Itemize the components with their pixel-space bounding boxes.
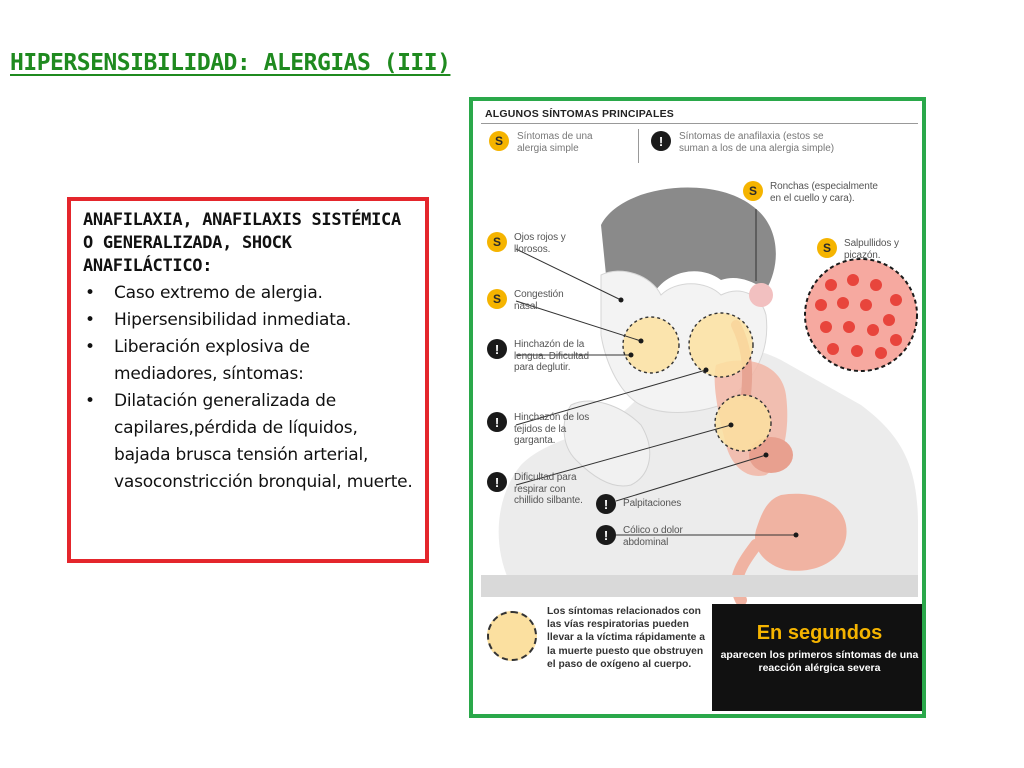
- symptom-label: Palpitaciones: [623, 498, 682, 509]
- simple-symptom-icon: S: [487, 232, 507, 252]
- airway-highlight-throat: [715, 395, 771, 451]
- definition-heading: ANAFILAXIA, ANAFILAXIS SISTÉMICA O GENERALIZADA, SHOCK ANAFILÁCTICO:: [83, 210, 401, 276]
- simple-symptom-icon: S: [743, 181, 763, 201]
- symptom-salpullidos: [817, 238, 916, 261]
- infographic: [481, 105, 918, 711]
- symptom-label: Ojos rojos y llorosos.: [514, 232, 566, 255]
- floor-shade: [481, 575, 918, 597]
- symptom-congestion: [487, 289, 584, 312]
- en-segundos-title: En segundos: [756, 622, 883, 644]
- symptom-ronchas: [743, 181, 880, 204]
- infographic-frame: [469, 97, 926, 718]
- symptom-lengua: [487, 339, 594, 374]
- legend-anaphylaxis: [651, 131, 854, 155]
- legend-anaphylaxis-label: Síntomas de anafilaxia (estos se suman a los de una alergia simple): [679, 131, 835, 154]
- symptom-label: Cólico o dolor abdominal: [623, 525, 683, 548]
- en-segundos-subtitle: aparecen los primeros síntomas de una reacción alérgica severa: [720, 649, 919, 674]
- symptom-garganta: [487, 412, 594, 447]
- anaphylaxis-symptom-icon: !: [596, 525, 616, 545]
- symptom-label: Ronchas (especialmente en el cuello y cara).: [770, 181, 878, 204]
- symptom-colico: [596, 525, 695, 548]
- definition-bullet: • Caso extremo de alergia.: [83, 280, 415, 307]
- en-segundos-panel: [712, 604, 926, 711]
- definition-box: [67, 197, 429, 563]
- definition-bullet: • Hipersensibilidad inmediata.: [83, 307, 415, 334]
- symptom-label: Congestión nasal.: [514, 289, 564, 312]
- definition-bullet: • Liberación explosiva de mediadores, síntomas:: [83, 334, 415, 388]
- simple-symptom-icon: S: [817, 238, 837, 258]
- symptom-label: Hinchazón de los tejidos de la garganta.: [514, 412, 590, 446]
- header-divider: [481, 123, 918, 124]
- airway-note-text: Los síntomas relacionados con las vías respiratorias pueden llevar a la víctima rápidamente a la muerte puesto que obstruyen el paso de oxígeno al cuerpo.: [547, 606, 705, 670]
- airway-highlight-legend-icon: [487, 611, 537, 661]
- symptom-respirar: [487, 472, 584, 507]
- symptom-ojos: [487, 232, 574, 255]
- legend-simple: [489, 131, 597, 155]
- airway-highlight-nose: [623, 317, 679, 373]
- anaphylaxis-symptom-icon: !: [487, 412, 507, 432]
- airway-note: [487, 605, 712, 710]
- cheek-rash: [749, 283, 773, 307]
- symptom-label: Dificultad para respirar con chillido silbante.: [514, 472, 583, 506]
- anaphylaxis-symptom-icon: !: [487, 339, 507, 359]
- definition-bullet: • Dilatación generalizada de capilares,pérdida de líquidos, bajada brusca tensión arterial, vasoconstricción bronquial, muerte.: [83, 388, 415, 496]
- legend-simple-label: Síntomas de una alergia simple: [517, 131, 593, 154]
- simple-symptom-icon: S: [487, 289, 507, 309]
- anaphylaxis-symptom-icon: !: [651, 131, 671, 151]
- legend-divider: [638, 129, 639, 163]
- anaphylaxis-symptom-icon: !: [596, 494, 616, 514]
- infographic-header: ALGUNOS SÍNTOMAS PRINCIPALES: [485, 108, 674, 120]
- slide-title: HIPERSENSIBILIDAD: ALERGIAS (III): [10, 50, 451, 76]
- airway-highlight-mouth: [689, 313, 753, 377]
- simple-symptom-icon: S: [489, 131, 509, 151]
- stomach: [755, 494, 847, 571]
- definition-bullet-list: [83, 280, 415, 496]
- anaphylaxis-symptom-icon: !: [487, 472, 507, 492]
- symptom-label: Salpullidos y picazón.: [844, 238, 899, 261]
- symptom-palpitaciones: [596, 494, 713, 514]
- symptom-label: Hinchazón de la lengua. Dificultad para deglutir.: [514, 339, 589, 373]
